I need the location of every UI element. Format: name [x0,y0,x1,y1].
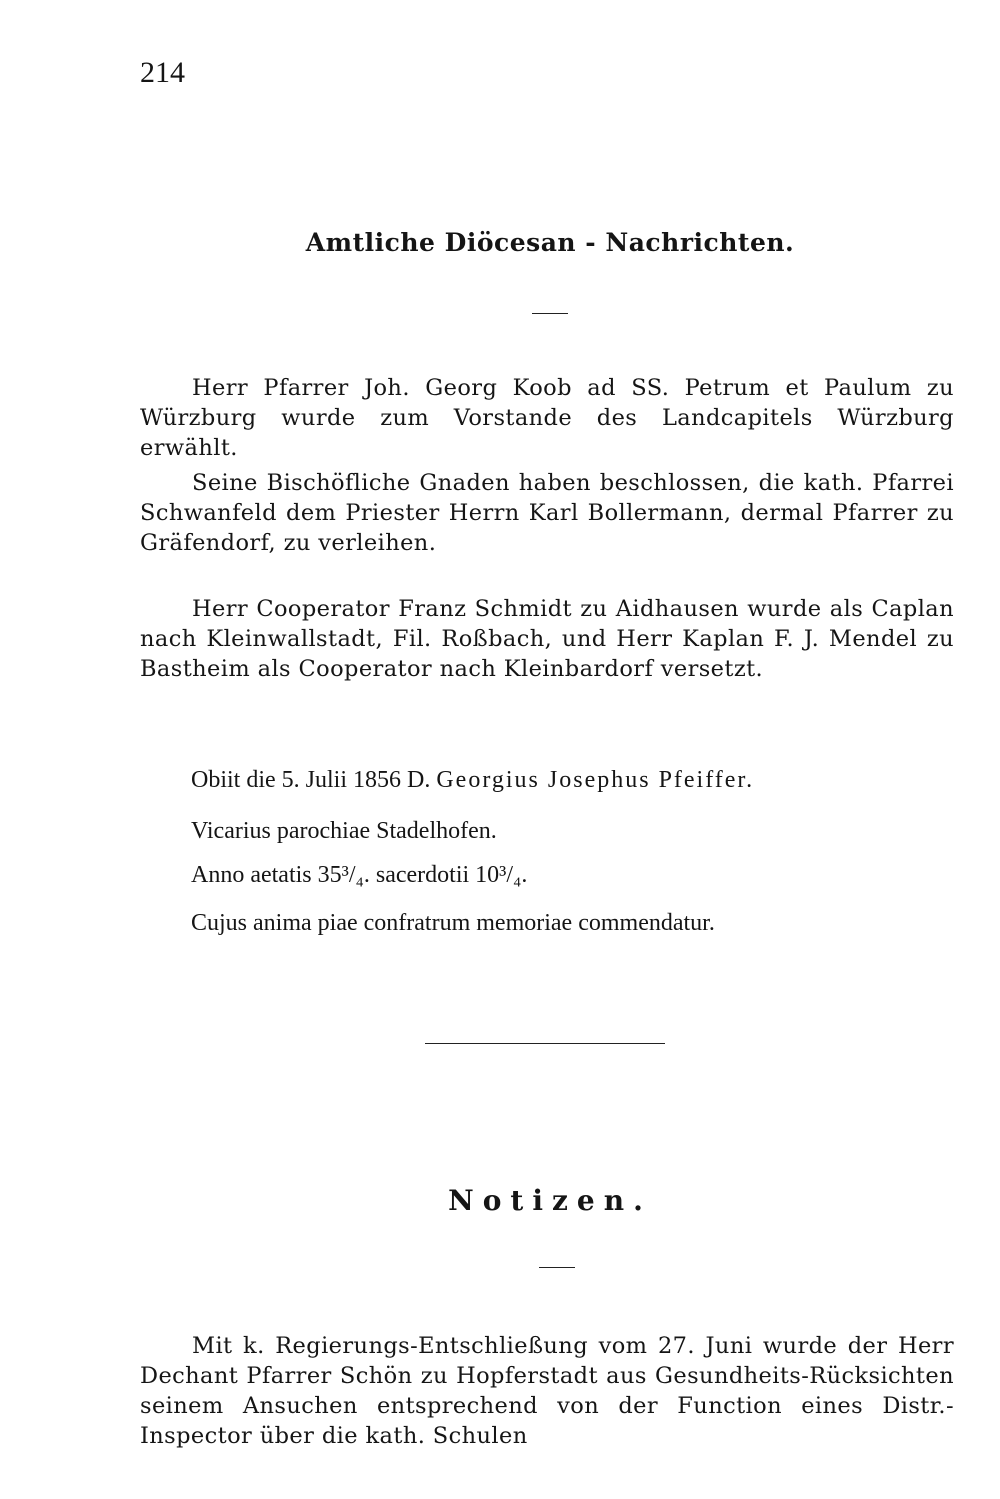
short-divider [532,313,568,314]
page-number: 214 [140,56,185,89]
section-heading-notices: Notizen. [448,1184,652,1217]
paragraph-text: Herr Pfarrer Joh. Georg Koob ad SS. Petrum et Paulum zu Würzburg wurde zum Vorstande des Landcapitels Würzburg erwählt. [140,375,954,461]
news-paragraph-3 [140,594,954,684]
long-divider [425,1043,665,1044]
obituary-line-2: Vicarius parochiae Stadelhofen. [191,818,497,844]
obituary-date: Obiit die 5. Julii 1856 D. [191,767,431,793]
obituary-line-1 [191,767,754,794]
section-heading-diocesan-news: Amtliche Diöcesan - Nachrichten. [305,228,795,257]
paragraph-text: Herr Cooperator Franz Schmidt zu Aidhausen wurde als Caplan nach Kleinwallstadt, Fil. Roßbach, und Herr Kaplan F. J. Mendel zu Bastheim als Cooperator nach Kleinbardorf versetzt. [140,596,954,682]
obituary-line-4: Cujus anima piae confratrum memoriae commendatur. [191,910,715,936]
news-paragraph-1 [140,373,954,463]
notice-paragraph [140,1331,954,1451]
obituary-line-3: Anno aetatis 35³/₄. sacerdotii 10³/₄. [191,862,528,888]
obituary-name: Georgius Josephus Pfeiffer. [436,767,755,793]
paragraph-text: Mit k. Regierungs-Entschließung vom 27. Juni wurde der Herr Dechant Pfarrer Schön zu Hopferstadt aus Gesundheits-Rücksichten seinem Ansuchen entsprechend von der Function eines Distr.-Inspector über die kath. Schulen [140,1333,954,1449]
news-paragraph-2 [140,468,954,558]
paragraph-text: Seine Bischöfliche Gnaden haben beschlossen, die kath. Pfarrei Schwanfeld dem Priester Herrn Karl Bollermann, dermal Pfarrer zu Gräfendorf, zu verleihen. [140,470,954,556]
short-divider [539,1267,575,1268]
